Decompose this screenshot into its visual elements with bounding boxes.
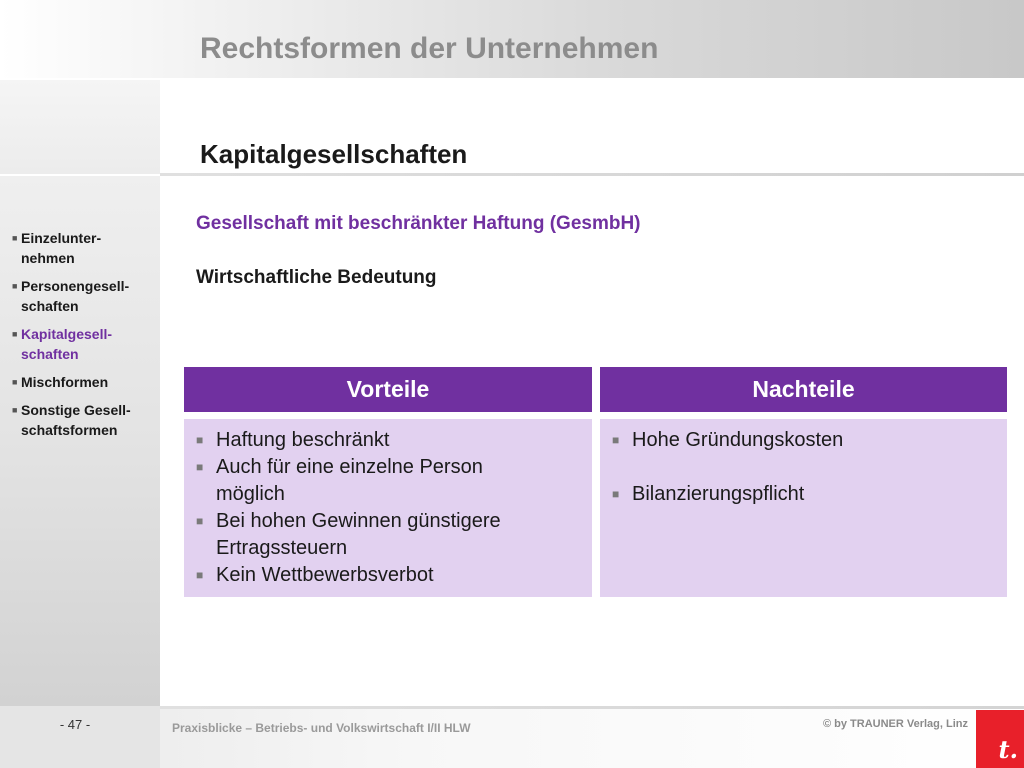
subsection-heading: Wirtschaftliche Bedeutung [196, 267, 437, 288]
sidebar-item-label: Mischformen [21, 374, 109, 390]
nachteile-list [612, 427, 997, 508]
list-item-text: Auch für eine einzelne Person möglich [216, 456, 483, 505]
square-bullet-icon: ■ [196, 568, 204, 582]
sidebar-top-panel [0, 80, 160, 174]
square-bullet-icon: ■ [196, 514, 204, 528]
logo-text: t. [998, 735, 1018, 764]
nachteile-cell [600, 419, 1007, 597]
sidebar-item-label: Einzelunter- nehmen [21, 230, 102, 266]
list-item [196, 508, 582, 562]
trauner-logo [976, 710, 1024, 768]
sidebar-item-sonstige-gesellschaftsformen[interactable] [12, 400, 158, 440]
slide-subtitle: Kapitalgesellschaften [200, 139, 468, 169]
sidebar-item-kapitalgesellschaften[interactable] [12, 324, 158, 364]
square-bullet-icon: ■ [612, 433, 620, 447]
square-bullet-icon: ■ [612, 487, 620, 501]
subtitle-divider [160, 173, 1024, 176]
list-item-text: Hohe Gründungskosten [632, 429, 844, 451]
list-item [196, 427, 582, 454]
square-bullet-icon: ■ [196, 433, 204, 447]
footer-divider [160, 706, 1024, 709]
section-heading: Gesellschaft mit beschränkter Haftung (GesmbH) [196, 213, 641, 234]
list-item [196, 454, 582, 508]
square-bullet-icon: ■ [12, 281, 18, 291]
sidebar-item-mischformen[interactable] [12, 372, 158, 392]
page-number: - 47 - [59, 717, 91, 732]
vorteile-list [196, 427, 582, 589]
square-bullet-icon: ■ [196, 460, 204, 474]
vorteile-header: Vorteile [184, 367, 592, 412]
list-item-text: Haftung beschränkt [216, 429, 390, 451]
sidebar-item-label: Personengesell- schaften [21, 278, 130, 314]
nachteile-header: Nachteile [600, 367, 1007, 412]
list-item-text: Bei hohen Gewinnen günstigere Ertragssteuern [216, 510, 501, 559]
sidebar-item-label: Sonstige Gesell- schaftsformen [21, 402, 131, 438]
copyright-notice: © by TRAUNER Verlag, Linz [822, 718, 968, 730]
footer-book-title: Praxisblicke – Betriebs- und Volkswirtschaft I/II HLW [172, 721, 471, 735]
list-item [196, 562, 582, 589]
sidebar-item-label: Kapitalgesell- schaften [21, 326, 113, 362]
sidebar-item-einzelunternehmen[interactable] [12, 228, 158, 268]
list-item [612, 481, 997, 508]
square-bullet-icon: ■ [12, 233, 18, 243]
list-item-text: Kein Wettbewerbsverbot [216, 564, 434, 586]
vorteile-cell [184, 419, 592, 597]
list-item [612, 427, 997, 454]
square-bullet-icon: ■ [12, 329, 18, 339]
square-bullet-icon: ■ [12, 405, 18, 415]
square-bullet-icon: ■ [12, 377, 18, 387]
sidebar-nav [12, 228, 158, 448]
page-title: Rechtsformen der Unternehmen [200, 32, 659, 65]
list-item-text: Bilanzierungspflicht [632, 483, 805, 505]
sidebar-item-personengesellschaften[interactable] [12, 276, 158, 316]
